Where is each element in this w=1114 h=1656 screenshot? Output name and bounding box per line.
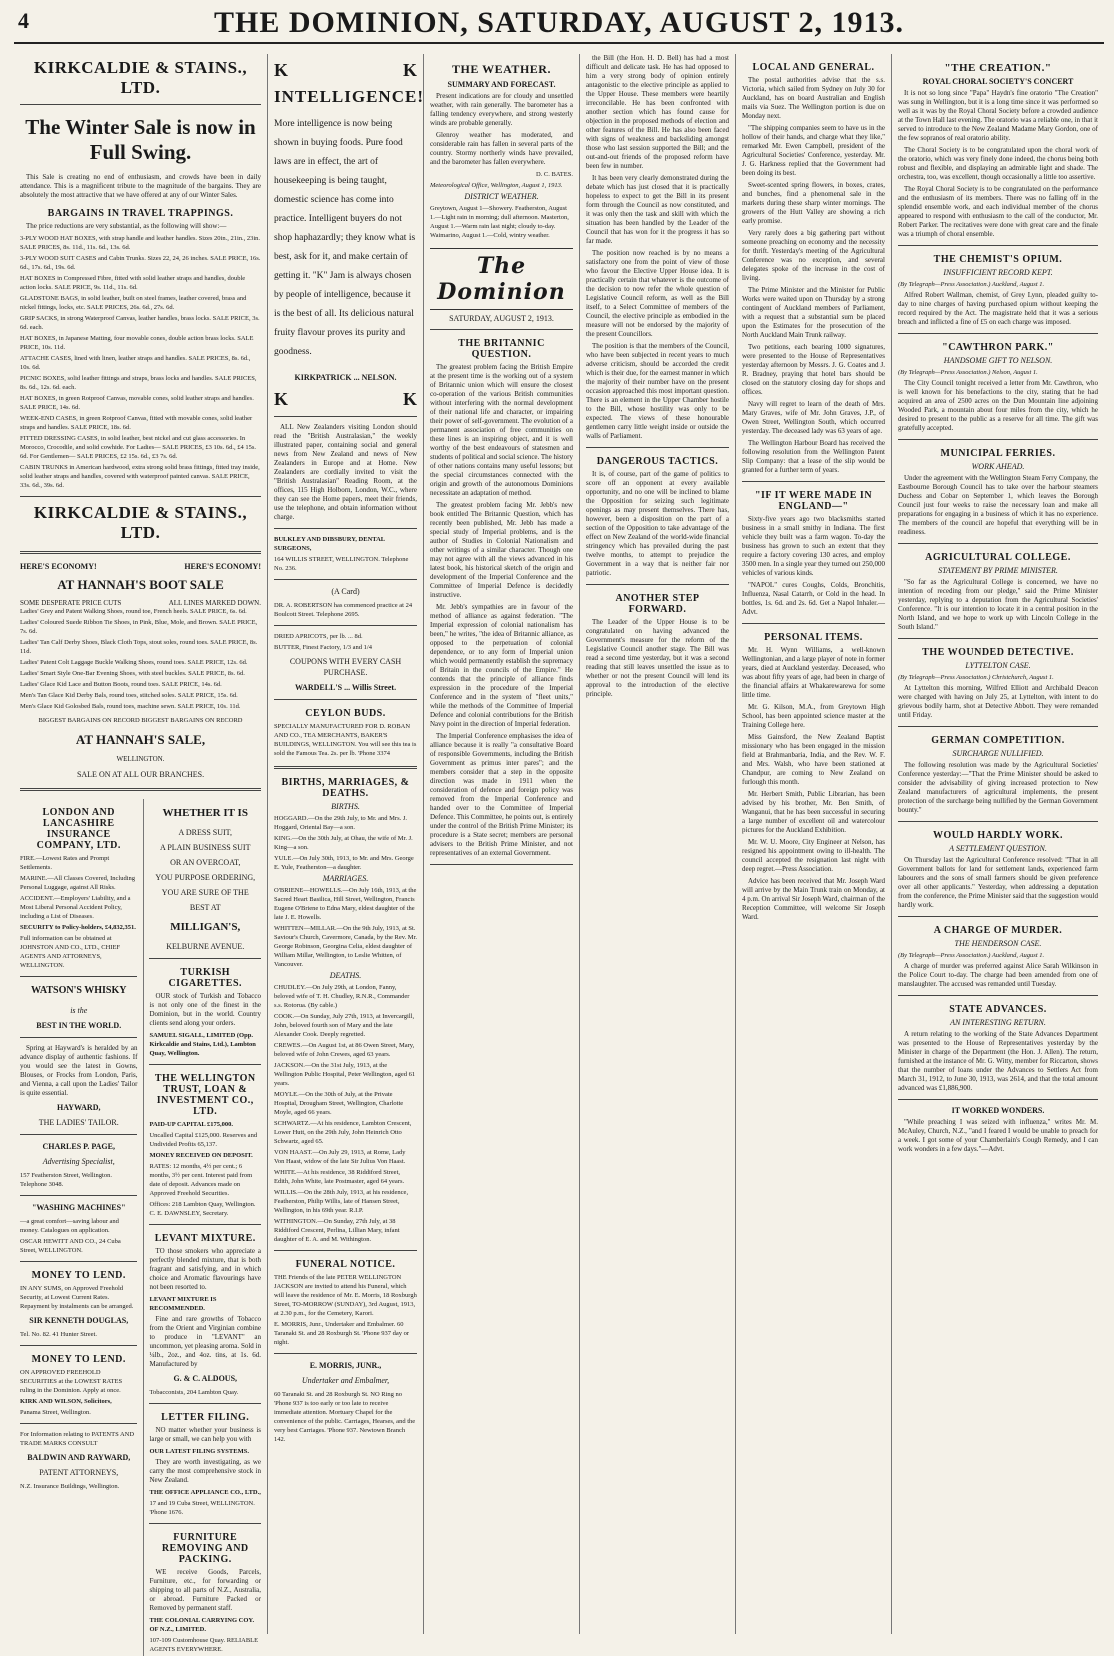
money1-addr: Tel. No. 82. 41 Hunter Street. — [20, 1331, 97, 1338]
boot-item: Men's Tan Glace Kid Derby Bals, round toes, stitched soles. SALE PRICE, 15s. 6d. — [20, 692, 238, 699]
divider — [430, 864, 573, 865]
personal-items-heading: PERSONAL ITEMS. — [764, 632, 863, 643]
weather-text: Present indications are for cloudy and unsettled weather, with rain generally. The barometer has a falling tendency everywhere, and strong westerly winds are probable generally. — [430, 92, 573, 127]
british-australasian: ALL New Zealanders visiting London should read the "British Australasian," the weekly illustrated paper, containing social and general news from New Zealand and news of New Zealanders in Europe and at Home. New Zealanders are cordially invited to visit the "British Australasian" Reading Room, at the offices, 115 High Holborn, London, W.C., where they can see the Home papers, meet their friends, use the telephone, and obtain information without charge. — [274, 423, 417, 521]
column-2 — [268, 54, 424, 1634]
levant-text2: Fine and rare growths of Tobacco from the Orient and Virginian combine to produce in "LEVANT" an uncommon, yet pleasing aroma. Sold in ¼lb., 2oz., and 4oz. tins, at 1s. 6d. Manufactured by — [149, 1315, 261, 1368]
levant-firm: G. & C. ALDOUS, — [173, 1374, 238, 1383]
whether-line: BEST AT — [189, 903, 221, 912]
cawthron-heading: "CAWTHRON PARK." — [942, 342, 1054, 353]
hayward-text: Spring at Hayward's is heralded by an advance display of authentic fashions. If you would see the latest in Gowns, Blouses, or Frocks from London, Paris, and Vienna, a call upon the Ladies' Tailor is quite essential. — [20, 1044, 138, 1097]
k-letter-icon: K — [274, 389, 289, 409]
economy-right: HERE'S ECONOMY! — [184, 562, 261, 571]
divider — [20, 1423, 137, 1424]
card-text: DR. A. ROBERTSON has commenced practice at 24 Boulcott Street. Telephone 2695. — [274, 602, 413, 618]
column-3 — [424, 54, 580, 1634]
levant-addr: Tobacconists, 204 Lambton Quay. — [149, 1389, 239, 1396]
cawthron-text: The City Council tonight received a letter from Mr. Cawthron, who is well known for his benefactions to the city, stating that he had acquired an area of 2500 acres on the Dun Mountain line adjoining Wooded Park, a mountain about four miles from the city, which he desired to present to the public as a reserve for all time. The gift was gratefully accepted. — [898, 379, 1098, 432]
filing-text2: They are worth investigating, as we carry the most comprehensive stock in New Zealand. — [149, 1458, 261, 1484]
furniture-title: FURNITURE REMOVING AND PACKING. — [161, 1532, 249, 1565]
divider — [149, 1523, 261, 1524]
local-para: The postal authorities advise that the s.s. Victoria, which sailed from Sydney on July 30 for Auckland, has on board Australian and English mails via Suez. The Wellington portion is due on Monday next. — [742, 76, 885, 120]
money2-name: KIRK AND WILSON, Solicitors, — [20, 1398, 112, 1405]
local-para: Sweet-scented spring flowers, in boxes, crates, and bunches, find a phenomenal sale in the markets during these sharp winter mornings. The growers of the Hutt Valley are showing a rich early promise. — [742, 181, 885, 225]
whether-line: A DRESS SUIT, — [178, 828, 232, 837]
opium-src: (By Telegraph—Press Association.) Auckland, August 1. — [898, 281, 1045, 288]
local-para: Sixty-five years ago two blacksmiths started business in a small smithy in Indiana. The first vehicle they built was a farm wagon. To-day the business has grown to such an extent that they require a factory covering 130 acres, and employ 3500 men. In a single year they turned out 250,000 vehicles of various kinds. — [742, 515, 885, 577]
levant-title: LEVANT MIXTURE. — [154, 1233, 256, 1244]
patents-role: PATENT ATTORNEYS, — [39, 1468, 119, 1477]
opium-text: Alfred Robert Wallman, chemist, of Grey Lynn, pleaded guilty to-day to nine charges of having purchased opium without keeping the record required by the Act. The magistrate held that it was a serious breach and inflicted a fine of £5 on each charge was imposed. — [898, 291, 1098, 326]
column-6 — [892, 54, 1104, 1634]
milligan-name: MILLIGAN'S, — [170, 921, 241, 933]
marriages-heading: MARRIAGES. — [322, 874, 369, 883]
trust-title: THE WELLINGTON TRUST, LOAN & INVESTMENT CO., LTD. — [154, 1073, 256, 1117]
divider — [20, 1345, 137, 1346]
divider — [274, 528, 417, 529]
levant-rec: LEVANT MIXTURE IS RECOMMENDED. — [149, 1296, 217, 1312]
newspaper-title: THE DOMINION, SATURDAY, AUGUST 2, 1913. — [214, 6, 904, 39]
economy-left: HERE'S ECONOMY! — [20, 562, 97, 571]
agri-heading: AGRICULTURAL COLLEGE. — [925, 552, 1071, 563]
sale-item: FITTED DRESSING CASES, in solid leather, best nickel and cut glass accessories. In Morocco, Crocodile, and solid cowhide. For Ladies— SALE PRICES, £3 10s. 6d., £4 15s. 6d. For Gentlemen— SALE PRICES, £2 15s. 6d., £3 7s. 6d. — [20, 435, 256, 460]
opium-sub: INSUFFICIENT RECORD KEPT. — [943, 268, 1053, 277]
trust-paid: PAID-UP CAPITAL £175,000. — [149, 1121, 234, 1128]
whether-title: WHETHER IT IS — [162, 807, 248, 819]
boot-item: Ladies' Grey and Patent Walking Shoes, round toe, French heels. SALE PRICE, 6s. 6d. — [20, 608, 247, 615]
local-para: "NAPOL" cures Coughs, Colds, Bronchitis, Influenza, Nasal Catarrh, or Cold in the head. In bottles, 1s. 6d. and 2s. 6d. Get a Napol Inhaler.—Advt. — [742, 581, 885, 616]
divider — [586, 447, 729, 448]
boot-item: Ladies' Coloured Suede Ribbon Tie Shoes, in Pink, Blue, Mole, and Brown. SALE PRICE, 7s. 6d. — [20, 619, 258, 635]
britannic-para: The greatest problem facing Mr. Jebb's new book entitled The Britannic Question, which has recently been published, Mr. Jebb has made a special study of Imperial problems, and is the author of Studies in Colonial Nationalism and other writings of a similar character. Though one may not agree with all the views advanced in his latest book, his historical sketch of the origin and development of the Imperial Conference and the Committee of Imperial Defence is decidedly instructive. — [430, 501, 573, 599]
death-notice: CREWES.—On August 1st, at 86 Owen Street, Mary, beloved wife of John Crewes, aged 63 years. — [274, 1042, 415, 1058]
hardly-heading: WOULD HARDLY WORK. — [932, 830, 1064, 841]
hannah-sale: AT HANNAH'S SALE, — [75, 732, 206, 747]
council-para: The position is that the members of the Council, who have been subjected in recent years to much adverse criticism, should be accorded the credit which is their due, for the earnest manner in which the majority of their number have on the present occasion approached this most important question. There is an element in the Upper Chamber hostile to the Bill, whose hostility was only to be expected. The views of these honourable gentlemen carry little weight inside or outside the walls of Parliament. — [586, 342, 729, 440]
divider — [898, 245, 1098, 246]
weather-sub: SUMMARY AND FORECAST. — [447, 80, 556, 89]
council-para: The position now reached is by no means a satisfactory one from the point of view of those who favour the Elective Upper House idea. It is practically certain that whatever is the outcome of the decision to now refer the whole question of Legislative Council reform, as well as the Bill itself, to a Select Committee of members of the Council, the elective principle as embodied in the measure will not be endorsed by the majority of the present Councillors. — [586, 249, 729, 338]
worked-heading: IT WORKED WONDERS. — [951, 1106, 1045, 1115]
murder-heading: A CHARGE OF MURDER. — [933, 925, 1063, 936]
hannah-place: WELLINGTON. — [116, 755, 165, 763]
sale-item: GRIP SACKS, in strong Waterproof Canvas, leather handles, brass locks. SALE PRICE, 3s. 6d. each. — [20, 315, 260, 331]
weather-place: Meteorological Office, Wellington, August 1, 1913. — [430, 182, 563, 189]
ferries-text: Under the agreement with the Wellington Steam Ferry Company, the Eastbourne Borough Council has to take over the harbour steamers Duchess and Cobar on September 1, which leaves the Borough Council just four weeks to raise the necessary loan and make all preparations for engaging in a business of which it has no experience. The members of the council are hopeful that everything will be in readiness. — [898, 474, 1098, 536]
weather-heading: THE WEATHER. — [452, 62, 551, 76]
col1-left — [20, 799, 137, 1656]
page-ad-role: Advertising Specialist, — [42, 1157, 115, 1166]
washing-title: "WASHING MACHINES" — [31, 1203, 126, 1212]
britannic-para: Mr. Jebb's sympathies are in favour of the method of alliance as against federation. "The Imperial expression of colonial nationalism has been," he writes, "the idea of Britannic alliance, as opposed to the perpetuation of colonial dependence, or to any form of Imperial union which would permanently establish the supremacy of Britain in the councils of the Empire." He contends that the principle of alliance finds expression in the procedure of the Imperial Conference and in the system of "fleet units," while the methods of the Committee of Imperial Defence and colonial contributions for the British Navy point in the direction of Imperial federation. — [430, 603, 573, 728]
coupons: COUPONS WITH EVERY CASH PURCHASE. — [289, 657, 402, 677]
filing-addr: 17 and 19 Cuba Street, WELLINGTON. 'Phone 1676. — [149, 1500, 255, 1516]
hayward-name: HAYWARD, — [56, 1103, 101, 1112]
cigarettes-firm: SAMUEL SIGALL, LIMITED (Opp. Kirkcaldie and Stains, Ltd.), Lambton Quay, Wellington. — [149, 1032, 256, 1057]
furniture-addr: 107-109 Customhouse Quay. RELIABLE AGENTS EVERYWHERE. — [149, 1637, 259, 1653]
insurance-line: Full information can be obtained at JOHNSTON AND CO., LTD., CHIEF AGENTS AND ATTORNEYS, WELLINGTON. — [20, 935, 121, 969]
creation-para: The Royal Choral Society is to be congratulated on the performance and the enthusiasm of its members. There was no falling off in the splendid ensemble work, and each individual member of the chorus appeared to respond with enthusiasm to the call of the conductor, Mr. Robert Parker. The recitatives were done with great care and the finale was a triumph of choral ensemble. — [898, 185, 1098, 238]
k-letter-icon: K — [402, 60, 417, 80]
money1-heading: MONEY TO LEND. — [31, 1270, 126, 1281]
levant-text: TO those smokers who appreciate a perfectly blended mixture, that is both fragrant and satisfying, and in which choice and Aromatic flavourings have not been resorted to. — [149, 1247, 261, 1291]
furniture-firm: THE COLONIAL CARRYING COY. OF N.Z., LIMITED. — [149, 1617, 255, 1633]
local-para: The Prime Minister and the Minister for Public Works were waited upon on Thursday by a strong contingent of Auckland members of Parliament, with a request that a substantial sum be placed upon the Estimates for the prosecution of the North Auckland Main Trunk railway. — [742, 286, 885, 339]
divider — [898, 995, 1098, 996]
german-sub: SURCHARGE NULLIFIED. — [952, 749, 1044, 758]
winter-sale-headline: The Winter Sale is now in Full Swing. — [25, 115, 256, 164]
creation-para: The Choral Society is to be congratulated upon the choral work of the oratorio, which was very finely done indeed, the chorus being both robust and flexible, and displaying an admirable light and shade. The orchestra, too, was excellent, though occasionally a little too assertive. — [898, 146, 1098, 181]
insurance-line: MARINE.—All Classes Covered, Including Personal Luggage, against All Risks. — [20, 875, 136, 891]
death-notice: WHITE.—At his residence, 38 Riddiford Street, Edith, John White, late Postmaster, aged 64 years. — [274, 1169, 405, 1185]
agri-sub: STATEMENT BY PRIME MINISTER. — [938, 566, 1058, 575]
wardell: WARDELL'S ... Willis Street. — [294, 683, 397, 692]
marked-down: ALL LINES MARKED DOWN. — [168, 599, 261, 607]
britannic-headline: THE BRITANNIC QUESTION. — [458, 338, 545, 360]
funeral-text: THE Friends of the late PETER WELLINGTON JACKSON are invited to attend his Funeral, which will leave the residence of Mr. E. Morris, 18 Roxburgh Street, TO-MORROW (SUNDAY), 3rd August, 1913, at 2.30 p.m., for the Cemetery, Karori. — [274, 1274, 417, 1317]
death-notice: MOYLE.—On the 30th of July, at the Private Hospital, Drougham Street, Wellington, Charlotte Moyle, aged 66 years. — [274, 1091, 404, 1116]
price-cuts: SOME DESPERATE PRICE CUTS — [20, 599, 122, 607]
hayward-sub: THE LADIES' TAILOR. — [38, 1118, 119, 1127]
trust-reserves: Uncalled Capital £125,000. Reserves and Undivided Profits 65,137. — [149, 1132, 258, 1148]
murder-src: (By Telegraph—Press Association.) Auckland, August 1. — [898, 952, 1045, 959]
travel-trappings-heading: BARGAINS IN TRAVEL TRAPPINGS. — [47, 208, 234, 219]
card-label: (A Card) — [331, 587, 360, 596]
ceylon-title: CEYLON BUDS. — [305, 708, 386, 719]
marriage-notice: WHITTEN—MILLAR.—On the 9th July, 1913, at St. Saviour's Church, Cavermore, Canada, by the Rev. Mr. George Robinson, Georgina Celia, eldest daughter of William Millar, Wellington, to Leslie Whitten, of Vancouver. — [274, 925, 417, 968]
insurance-line: FIRE.—Lowest Rates and Prompt Settlements. — [20, 855, 110, 871]
another-step-headline: ANOTHER STEP FORWARD. — [615, 593, 700, 615]
divider — [274, 416, 417, 417]
insurance-line: ACCIDENT.—Employers' Liability, and a Most Liberal Personal Accident Policy, including a List of Diseases. — [20, 895, 131, 920]
boot-item: Ladies' Patent Colt Laggage Buckle Walking Shoes, round toes. SALE PRICE, 12s. 6d. — [20, 659, 248, 666]
death-notice: WITHINGTON.—On Sunday, 27th July, at 38 Riddiford Crescent, Perlina, Lillian Mary, infant daughter of E. A. and M. Withington. — [274, 1218, 400, 1243]
britannic-para: The Imperial Conference emphasises the idea of alliance because it is really "a consultative Board of responsible Governments, including the British Government as primus inter pares"; and the members consider that a step in the opposite direction was made in 1911 when the consideration of defence and foreign policy was removed from the Imperial Conference and handed over to the Committee of Imperial Defence. This Committee, he points out, is entirely under the control of the British Prime Minister; its procedure is a State secret; members are personal advisers to the British Prime Minister, and not representatives of an external Government. — [430, 732, 573, 857]
local-para: Navy will regret to learn of the death of Mrs. Mary Graves, wife of Mr. John Graves, J.P., of Owen Street, Wellington South, which occurred yesterday. The deceased lady was 63 years of age. — [742, 400, 885, 435]
filing-sub: OUR LATEST FILING SYSTEMS. — [149, 1448, 249, 1455]
marriage-notice: O'BRIENE—HOWELLS.—On July 16th, 1913, at the Sacred Heart Basilica, Hill Street, Wellington, Francis Eugene O'Briene to Edna Mary, eldest daughter of the late J. E. Howells. — [274, 887, 417, 921]
advances-heading: STATE ADVANCES. — [949, 1004, 1047, 1015]
divider — [149, 1064, 261, 1065]
k-corner-row — [274, 389, 417, 410]
kirkcaldie-heading: KIRKCALDIE & STAINS., LTD. — [33, 58, 248, 97]
council-para: the Bill (the Hon. H. D. Bell) has had a most difficult and delicate task. He has had opposed to him a very strong body of opinion entirely antagonistic to the elective principle as applied to the Upper House. These members were heartily irreconcilable. He has been confronted with another section which has found cause for objection in the proposed methods of election and other features of the Bill. He has also been faced with signs of weakness and backsliding amongst those who last session supported the Bill; and the out-and-out friends of the proposed reform have been few in number. — [586, 54, 729, 170]
divider — [898, 543, 1098, 544]
patents-name: BALDWIN AND RAYWARD, — [27, 1453, 131, 1462]
kirkcaldie-footer: KIRKCALDIE & STAINS., LTD. — [33, 503, 248, 542]
creation-sub: ROYAL CHORAL SOCIETY'S CONCERT — [922, 77, 1074, 86]
money1-name: SIR KENNETH DOUGLAS, — [29, 1316, 129, 1325]
local-para: "The shipping companies seem to have us in the hollow of their hands, and charge what they like," remarked Mr. Ewen Campbell, president of the Agricultural Societies' Conference, yesterday. Mr. J. G. Harkness replied that the Government had been doing its best. — [742, 124, 885, 177]
sale-item: GLADSTONE BAGS, in solid leather, built on steel frames, leather covered, brass and nickel fittings, locks, etc. SALE PRICES, 26s. 6d., 27s. 6d. — [20, 295, 247, 311]
whether-line: A PLAIN BUSINESS SUIT — [160, 843, 251, 852]
divider — [149, 1224, 261, 1225]
dental-name: BULKLEY AND DIBSBURY, DENTAL SURGEONS, — [274, 536, 385, 552]
divider — [20, 551, 261, 554]
divider — [274, 625, 417, 626]
divider — [20, 1037, 137, 1038]
col1-split — [20, 799, 261, 1656]
funeral-firm: E. MORRIS, Junr., Undertaker and Embalmer. 60 Taranaki St. and 28 Roxburgh St. 'Phone 937 day or night. — [274, 1321, 410, 1346]
hannah-subbanner — [20, 599, 261, 607]
divider — [430, 329, 573, 330]
money2-addr: Panama Street, Wellington. — [20, 1409, 91, 1416]
opium-heading: THE CHEMIST'S OPIUM. — [933, 254, 1063, 265]
divider — [20, 976, 137, 977]
washing-text: —a great comfort—saving labour and money. Catalogues on application. — [20, 1218, 119, 1234]
dominion-logo: The Dominion — [430, 248, 573, 310]
divider — [586, 584, 729, 585]
divider — [898, 439, 1098, 440]
dangerous-tactics-headline: DANGEROUS TACTICS. — [596, 456, 719, 467]
detective-sub: LYTTELTON CASE. — [965, 661, 1031, 670]
bmd-heading: BIRTHS, MARRIAGES, & DEATHS. — [281, 777, 410, 799]
divider — [898, 916, 1098, 917]
ferries-heading: MUNICIPAL FERRIES. — [940, 448, 1056, 459]
advances-sub: AN INTERESTING RETURN. — [950, 1018, 1046, 1027]
k-letter-icon: K — [274, 60, 289, 80]
economy-banner — [20, 562, 261, 571]
money1-text: IN ANY SUMS, on Approved Freehold Security, at Lowest Current Rates. Repayment by instalments can be arranged. — [20, 1285, 134, 1310]
morris-role: Undertaker and Embalmer, — [301, 1376, 390, 1385]
birth-notice: HOGGARD.—On the 29th July, to Mr. and Mrs. J. Hoggard, Oriental Bay—a son. — [274, 815, 408, 831]
intelligence-body: More intelligence is now being shown in buying foods. Pure food laws are in effect, the art of housekeeping is being taught, domestic science has come into practice. Intelligent buyers do not shop haphazardly; they know what is best, ask for it, and make certain of getting it. "K" Jam is always chosen by people of intelligence, because it is the best of all. Its delicious natural fruity flavour proves its purity and goodness. — [274, 119, 416, 357]
page-ad-name: CHARLES P. PAGE, — [42, 1142, 115, 1151]
boot-item: Ladies' Glace Kid Lace and Button Boots, round toes. SALE PRICE, 14s. 6d. — [20, 681, 222, 688]
page-number: 4 — [18, 8, 29, 33]
divider — [742, 481, 885, 482]
washing-firm: OSCAR HEWITT AND CO., 24 Cuba Street, WELLINGTON. — [20, 1238, 121, 1254]
district-weather-heading: DISTRICT WEATHER. — [464, 192, 539, 201]
kirkpatrick-footer: KIRKPATRICK ... NELSON. — [294, 373, 397, 382]
detective-text: At Lyttelton this morning, Wilfred Elliott and Archibald Deacon were charged with having on July 25, at Lyttelton, with intent to do grievous bodily harm, shot at Detective Abbott. They were remanded until Friday. — [898, 684, 1098, 719]
morris-text: 60 Taranaki St. and 28 Roxburgh St. NO Ring no 'Phone 937 is too early or too late to receive immediate attention. Mortuary Chapel for the convenience of the public. Carriages, Hearses, and the very best Carriages. 'Phone 937. Newtown Branch 142. — [274, 1391, 416, 1443]
hardly-sub: A SETTLEMENT QUESTION. — [949, 844, 1047, 853]
weather-text2: Glenroy weather has moderated, and considerable rain has fallen in several parts of the country. Stormy northerly winds have prevailed, and the barometer has fallen everywhere. — [430, 131, 573, 166]
personal-para: Miss Gainsford, the New Zealand Baptist missionary who has been engaged in the mission field at Brahmanbaria, India, and the Rev. W. F. and Mrs. Walsh, who have been stationed at Chandpur, are coming to New Zealand on furlough this month. — [742, 733, 885, 786]
local-para: Very rarely does a big gathering part without someone preaching on economy and the necessity for thrift. Yesterday's meeting of the Agricultural Conference was no exception, and several delegates spoke of the increase in the cost of living. — [742, 229, 885, 282]
divider — [149, 1403, 261, 1404]
divider — [898, 726, 1098, 727]
personal-para: Mr. W. U. Moore, City Engineer at Nelson, has resigned his appointment owing to ill-health. The council accepted the resignation last night with deep regret.—Press Association. — [742, 838, 885, 873]
divider — [20, 1261, 137, 1262]
local-general-heading: LOCAL AND GENERAL. — [752, 62, 875, 73]
german-heading: GERMAN COMPETITION. — [931, 735, 1065, 746]
insurance-line: SECURITY to Policy-holders, £4,832,351. — [20, 924, 136, 931]
divider — [20, 496, 261, 497]
cawthron-sub: HANDSOME GIFT TO NELSON. — [943, 356, 1053, 365]
sale-item: 3-PLY WOOD HAT BOXES, with strap handle and leather handles. Sizes 20in., 21in., 23in. SALE PRICES, 8s. 11d., 11s. 6d., 13s. 6d. — [20, 235, 261, 251]
council-para: It has been very clearly demonstrated during the debate which has just closed that it is practically hopeless to expect to get the Bill in its present form through the Council as now constituted, and it was only then the task and skill with which the situation has been handled by the Leader of the Council that has won for it the progress it has so far made. — [586, 174, 729, 245]
furniture-text: WE receive Goods, Parcels, Furniture, etc., for forwarding or shipping to all parts of N.Z., Australia, or abroad. Furniture Packed or Removed by permanent staff. — [149, 1568, 261, 1612]
local-para: The Wellington Harbour Board has received the following resolution from the Wellington Patent Slip Company: that a lease of the slip would be granted for a further term of years. — [742, 439, 885, 474]
cigarettes-title: TURKISH CIGARETTES. — [168, 967, 243, 989]
detective-heading: THE WOUNDED DETECTIVE. — [922, 647, 1074, 658]
whether-line: OR AN OVERCOAT, — [170, 858, 241, 867]
morris-name: E. MORRIS, JUNR., — [309, 1361, 382, 1370]
another-step-para: The Leader of the Upper House is to be congratulated on having advanced the Government's measure for the reform of the Legislative Council another stage. The Bill was read a second time yesterday, but it was a second reading that still leaves unsettled the issue as to whether or not the present Council will lend its approval to the introduction of the elective principle. — [586, 618, 729, 698]
apricots: DRIED APRICOTS, per lb. ... 8d. — [274, 633, 363, 640]
death-notice: VON HAAST.—On July 29, 1913, at Rome, Lady Von Haast, widow of the late Sir Julius Von Haast. — [274, 1149, 406, 1165]
filing-firm: THE OFFICE APPLIANCE CO., LTD., — [149, 1489, 261, 1496]
divider — [20, 1134, 137, 1135]
money2-heading: MONEY TO LEND. — [31, 1354, 126, 1365]
district-weather: Greytown, August 1—Showery. Featherston, August 1.—Light rain in morning; dull afternoon. Masterton, August 1.—Warm rain last night; cloudy to-day. Waimarino, August 1.—Cold, wintry weather. — [430, 205, 569, 239]
divider — [742, 623, 885, 624]
column-4 — [580, 54, 736, 1634]
sale-item: HAT BOXES, in green Rotproof Canvas, movable cones, solid leather straps and handles. SALE PRICE, 14s. 6d. — [20, 395, 254, 411]
hannah-branches: SALE ON AT ALL OUR BRANCHES. — [76, 770, 205, 779]
divider — [898, 1099, 1098, 1100]
watson-title: WATSON'S WHISKY — [30, 985, 127, 996]
hannah-heading: AT HANNAH'S BOOT SALE — [57, 577, 224, 592]
trust-deposit: MONEY RECEIVED ON DEPOSIT. — [149, 1152, 253, 1159]
weather-sig: D. C. BATES. — [535, 171, 573, 178]
col1-right — [143, 799, 261, 1656]
agri-text: "So far as the Agricultural College is concerned, we have no intention of receding from our pledge," said the Prime Minister yesterday, replying to a deputation from the Agricultural Societies' Conference. "It is our intention to locate it in a central position in the North Island, and we hope to work up with Lincoln College in the South Island." — [898, 578, 1098, 631]
trust-text: RATES: 12 months, 4½ per cent.; 6 months, 3½ per cent. Interest paid from date of deposit. Advances made on Approved Freehold Securities. — [149, 1163, 253, 1197]
german-text: The following resolution was made by the Agricultural Societies' Conference yesterday:—"That the Prime Minister should be asked to consider the advisability of giving increased protection to New Zealand manufacturers of agricultural implements, the present protection of the surcharge being nullified by the German Government bounty." — [898, 761, 1098, 814]
kirkcaldie-intro: This Sale is creating no end of enthusiasm, and crowds have been in daily attendance. This is a magnificent tribute to the magnitude of the bargains. They are absolutely the most attractive that we have offered at any of our Winter Sales. — [20, 173, 261, 199]
intelligence-title: INTELLIGENCE! — [274, 87, 424, 106]
dangerous-tactics-para: It is, of course, part of the game of politics to score off an opponent at every available opportunity, and no one will be inclined to blame the Opposition for seizing such legitimate openings as may present themselves. There has, however, been a disposition on the part of a section of the Opposition to take advantage of the effect on New Zealand of the world-wide financial stringency which has prevailed during the past twelve months, to attempt to prejudice the Government in a way that is neither fair nor patriotic. — [586, 470, 729, 577]
sale-item: ATTACHE CASES, lined with linen, leather straps and handles. SALE PRICES, 8s. 6d., 10s. 6d. — [20, 355, 251, 371]
k-corner-row — [274, 60, 417, 81]
newspaper-page — [14, 0, 1104, 1653]
birth-notice: YULE.—On July 30th, 1913, to Mr. and Mrs. George E. Yule, Featherston—a daughter. — [274, 855, 414, 871]
ceylon-text: SPECIALLY MANUFACTURED FOR D. ROBAN AND CO., TEA MERCHANTS, BAKER'S BUILDINGS, WELLINGTON. You will see this tea is sold the Famous Tea. 2s. per lb. 'Phone 3374 — [274, 723, 417, 757]
personal-para: Mr. G. Kilson, M.A., from Greytown High School, has been appointed science master at the Training College here. — [742, 703, 885, 729]
made-in-england-heading: "IF IT WERE MADE IN ENGLAND—" — [754, 490, 873, 512]
divider — [20, 1195, 137, 1196]
creation-para: It is not so long since "Papa" Haydn's fine oratorio "The Creation" was sung in Wellington, but it is a long time since it was performed so well as it was by the Royal Choral Society before a crowded audience at the Town Hall last evening. The oratorio was a reliable one, in that it served to introduce to the New Zealand Madame Mary Gordon, one of the few sopranos of real oratorio ability. — [898, 89, 1098, 142]
patents-text: For Information relating to PATENTS AND TRADE MARKS CONSULT — [20, 1431, 135, 1447]
local-para: Two petitions, each bearing 1000 signatures, were presented to the House of Representatives yesterday afternoon by Messrs. J. G. Coates and J. R. Bradney, praying that hotel bars should be closed on the statutory closing day for shops and offices. — [742, 343, 885, 396]
divider — [20, 788, 261, 791]
sale-item: 3-PLY WOOD SUIT CASES and Cabin Trunks. Sizes 22, 24, 26 inches. SALE PRICE, 16s. 6d., 17s. 6d., 19s. 6d. — [20, 255, 261, 271]
murder-text: A charge of murder was preferred against Alice Sarah Wilkinson in the Police Court to-day. The charge had been amended from one of manslaughter. The accused was remanded until Tuesday. — [898, 962, 1098, 988]
death-notice: SCHWARTZ.—At his residence, Lambton Crescent, Lower Hutt, on the 29th July, John Heinrich Otto Schwartz, aged 65. — [274, 1120, 412, 1145]
kirkcaldie-section-intro: The price reductions are very substantial, as the following will show:— — [26, 222, 227, 230]
boot-item: Ladies' Smart Style One-Bar Evening Shoes, with steel buckles. SALE PRICE, 8s. 6d. — [20, 670, 245, 677]
personal-para: Advice has been received that Mr. Joseph Ward will arrive by the Main Trunk train on Monday, at 4 p.m. On arrival Sir Joseph Ward, chairman of the Reception Committee, will welcome Sir Joseph Ward. — [742, 877, 885, 921]
britannic-para: The greatest problem facing the British Empire at the present time is the working out of a system of Britannic union which will ensure the closest co-operation of the various British communities without interfering with the normal development of their national life and character, or impairing their power of self-government. The evolution of a permanent association of free communities on these lines is an inspiring object, and it is well worthy of the best endeavours of statesmen and students of political and social science. The history of other nations contains many useful lessons; but the special circumstances connected with the origin and growth of the autonomous Dominions necessitate an adaptation of method. — [430, 363, 573, 497]
divider — [274, 1353, 417, 1354]
personal-para: Mr. Herbert Smith, Public Librarian, has been advised by his brother, Mr. Ben Smith, of Wanganui, that he has been successful in securing a large number of excellent oil and watercolour pictures for the Auckland Exhibition. — [742, 790, 885, 834]
funeral-heading: FUNERAL NOTICE. — [295, 1259, 396, 1270]
editorial-date: SATURDAY, AUGUST 2, 1913. — [449, 314, 554, 323]
sale-item: HAT BOXES, in Japanese Matting, four movable cones, double action brass locks. SALE PRICE, 10s. 11d. — [20, 335, 254, 351]
masthead — [14, 0, 1104, 44]
column-1 — [14, 54, 268, 1653]
sale-item: HAT BOXES in Compressed Fibre, fitted with solid leather straps and handles, double action locks. SALE PRICE, 9s. 11d., 11s. 6d. — [20, 275, 246, 291]
detective-src: (By Telegraph—Press Association.) Christchurch, August 1. — [898, 674, 1054, 681]
creation-heading: "THE CREATION." — [944, 62, 1052, 74]
cawthron-src: (By Telegraph—Press Association.) Nelson, August 1. — [898, 369, 1038, 376]
divider — [274, 766, 417, 769]
boot-item: Men's Glace Kid Golosbed Bals, round toes, machine sewn. SALE PRICE, 10s. 11d. — [20, 703, 241, 710]
divider — [898, 638, 1098, 639]
ferries-sub: WORK AHEAD. — [971, 462, 1025, 471]
biggest-bargains: BIGGEST BARGAINS ON RECORD BIGGEST BARGAINS ON RECORD — [38, 717, 243, 724]
births-heading: BIRTHS. — [331, 802, 360, 811]
patents-addr: N.Z. Insurance Buildings, Wellington. — [20, 1483, 120, 1490]
cigarettes-text: OUR stock of Turkish and Tobacco is not only one of the finest in the Dominion, but in the world. Country clients send along your orders. — [149, 992, 261, 1027]
personal-para: Mr. H. Wynn Williams, a well-known Wellingtonian, and a large player of note in former years, died at Auckland yesterday. Deceased, who was about fifty years of age, had been in charge of the financial affairs at Whakarewarewa for some little time. — [742, 646, 885, 699]
milligan-addr: KELBURNE AVENUE. — [166, 942, 245, 951]
filing-text: NO matter whether your business is large or small, we can help you with — [149, 1426, 261, 1443]
sale-item: PICNIC BOXES, solid leather fittings and straps, brass locks and handles. SALE PRICES, 8s. 6d., 12s. 6d. each. — [20, 375, 257, 391]
trust-manager: Offices: 218 Lambton Quay, Wellington. C. E. DAWNSLEY, Secretary. — [149, 1201, 256, 1217]
divider — [898, 333, 1098, 334]
boot-item: Ladies' Tan Calf Derby Shoes, Black Cloth Tops, stout soles, round toes. SALE PRICE, 8s. 11d. — [20, 639, 258, 655]
divider — [274, 1250, 417, 1251]
money2-text: ON APPROVED FREEHOLD SECURITIES at the LOWEST RATES ruling in the Dominion. Apply at once. — [20, 1369, 123, 1394]
whether-line: YOU ARE SURE OF THE — [161, 888, 249, 897]
divider — [274, 699, 417, 700]
divider — [20, 104, 261, 105]
worked-text: "While preaching I was seized with influenza," writes Mr. M. McAuley, Church, N.Z., "and I feared I would be unable to preach for a week. I got some of your Chamberlain's Cough Remedy, and I can work wonders in a few days."—Advt. — [898, 1118, 1098, 1153]
death-notice: JACKSON.—On the 31st July, 1913, at the Wellington Public Hospital, Peter Wellington, aged 61 years. — [274, 1062, 416, 1087]
death-notice: CHUDLEY.—On July 29th, at London, Fanny, beloved wife of T. H. Chudley, R.N.R., Commander s.s. Rotorua. (By cable.) — [274, 984, 410, 1009]
dental-addr: 164 WILLIS STREET, WELLINGTON. Telephone No. 236. — [274, 556, 409, 572]
whether-line: YOU PURPOSE ORDERING, — [155, 873, 256, 882]
butter: BUTTER, Finest Factory, 1/3 and 1/4 — [274, 644, 372, 651]
watson-sub2: BEST IN THE WORLD. — [36, 1021, 122, 1030]
divider — [274, 579, 417, 580]
watson-sub1: is the — [70, 1006, 88, 1015]
hardly-text: On Thursday last the Agricultural Conference resolved: "That in all Government ballots for land for settlement lands, experienced farm labourers and the sons of small farmers should be given preference over all other applicants." Yesterday, when addressing a deputation from the conference, the Prime Minister said that the suggestion would hardly work. — [898, 856, 1098, 909]
k-letter-icon: K — [402, 389, 417, 409]
sale-item: CABIN TRUNKS in American hardwood, extra strong solid brass fittings, fitted tray inside, solid leather straps and handles, covered with waterproof painted canvas. SALE PRICE, 33s. 6d., 39s. 6d. — [20, 464, 260, 489]
sale-item: WEEK-END CASES, in green Rotproof Canvas, fitted with movable cones, solid leather straps and handles. SALE PRICE, 18s. 6d. — [20, 415, 253, 431]
column-5 — [736, 54, 892, 1634]
page-ad-addr: 157 Featherston Street, Wellington. Telephone 3048. — [20, 1172, 112, 1188]
murder-sub: THE HENDERSON CASE. — [954, 939, 1042, 948]
insurance-heading: LONDON AND LANCASHIRE INSURANCE COMPANY, LTD. — [36, 807, 121, 851]
divider — [149, 958, 261, 959]
divider — [898, 821, 1098, 822]
filing-title: LETTER FILING. — [161, 1412, 250, 1423]
birth-notice: KING.—On the 30th July, at Ohau, the wife of Mr. J. King—a son. — [274, 835, 413, 851]
advances-text: A return relating to the working of the State Advances Department was presented to the House of Representatives yesterday by the Minister in charge of the Department (the Hon. J. Allen). The return, furnished at the instance of Mr. G. Witty, member for Riccarton, shows that the number of loans under the Advances to Settlers Act from March 31, 1912, to June 30, 1913, was 2614, and that the total amount advanced was £1,886,900. — [898, 1030, 1098, 1092]
death-notice: WILLIS.—On the 28th July, 1913, at his residence, Featherston, Philip Willis, late of Hansen Street, Wellington, in his 69th year. R.I.P. — [274, 1189, 409, 1214]
deaths-heading: DEATHS. — [329, 971, 362, 980]
death-notice: COOK.—On Sunday, July 27th, 1913, at Invercargill, John, beloved fourth son of Mary and the late Alexander Cook. Deeply regretted. — [274, 1013, 415, 1038]
